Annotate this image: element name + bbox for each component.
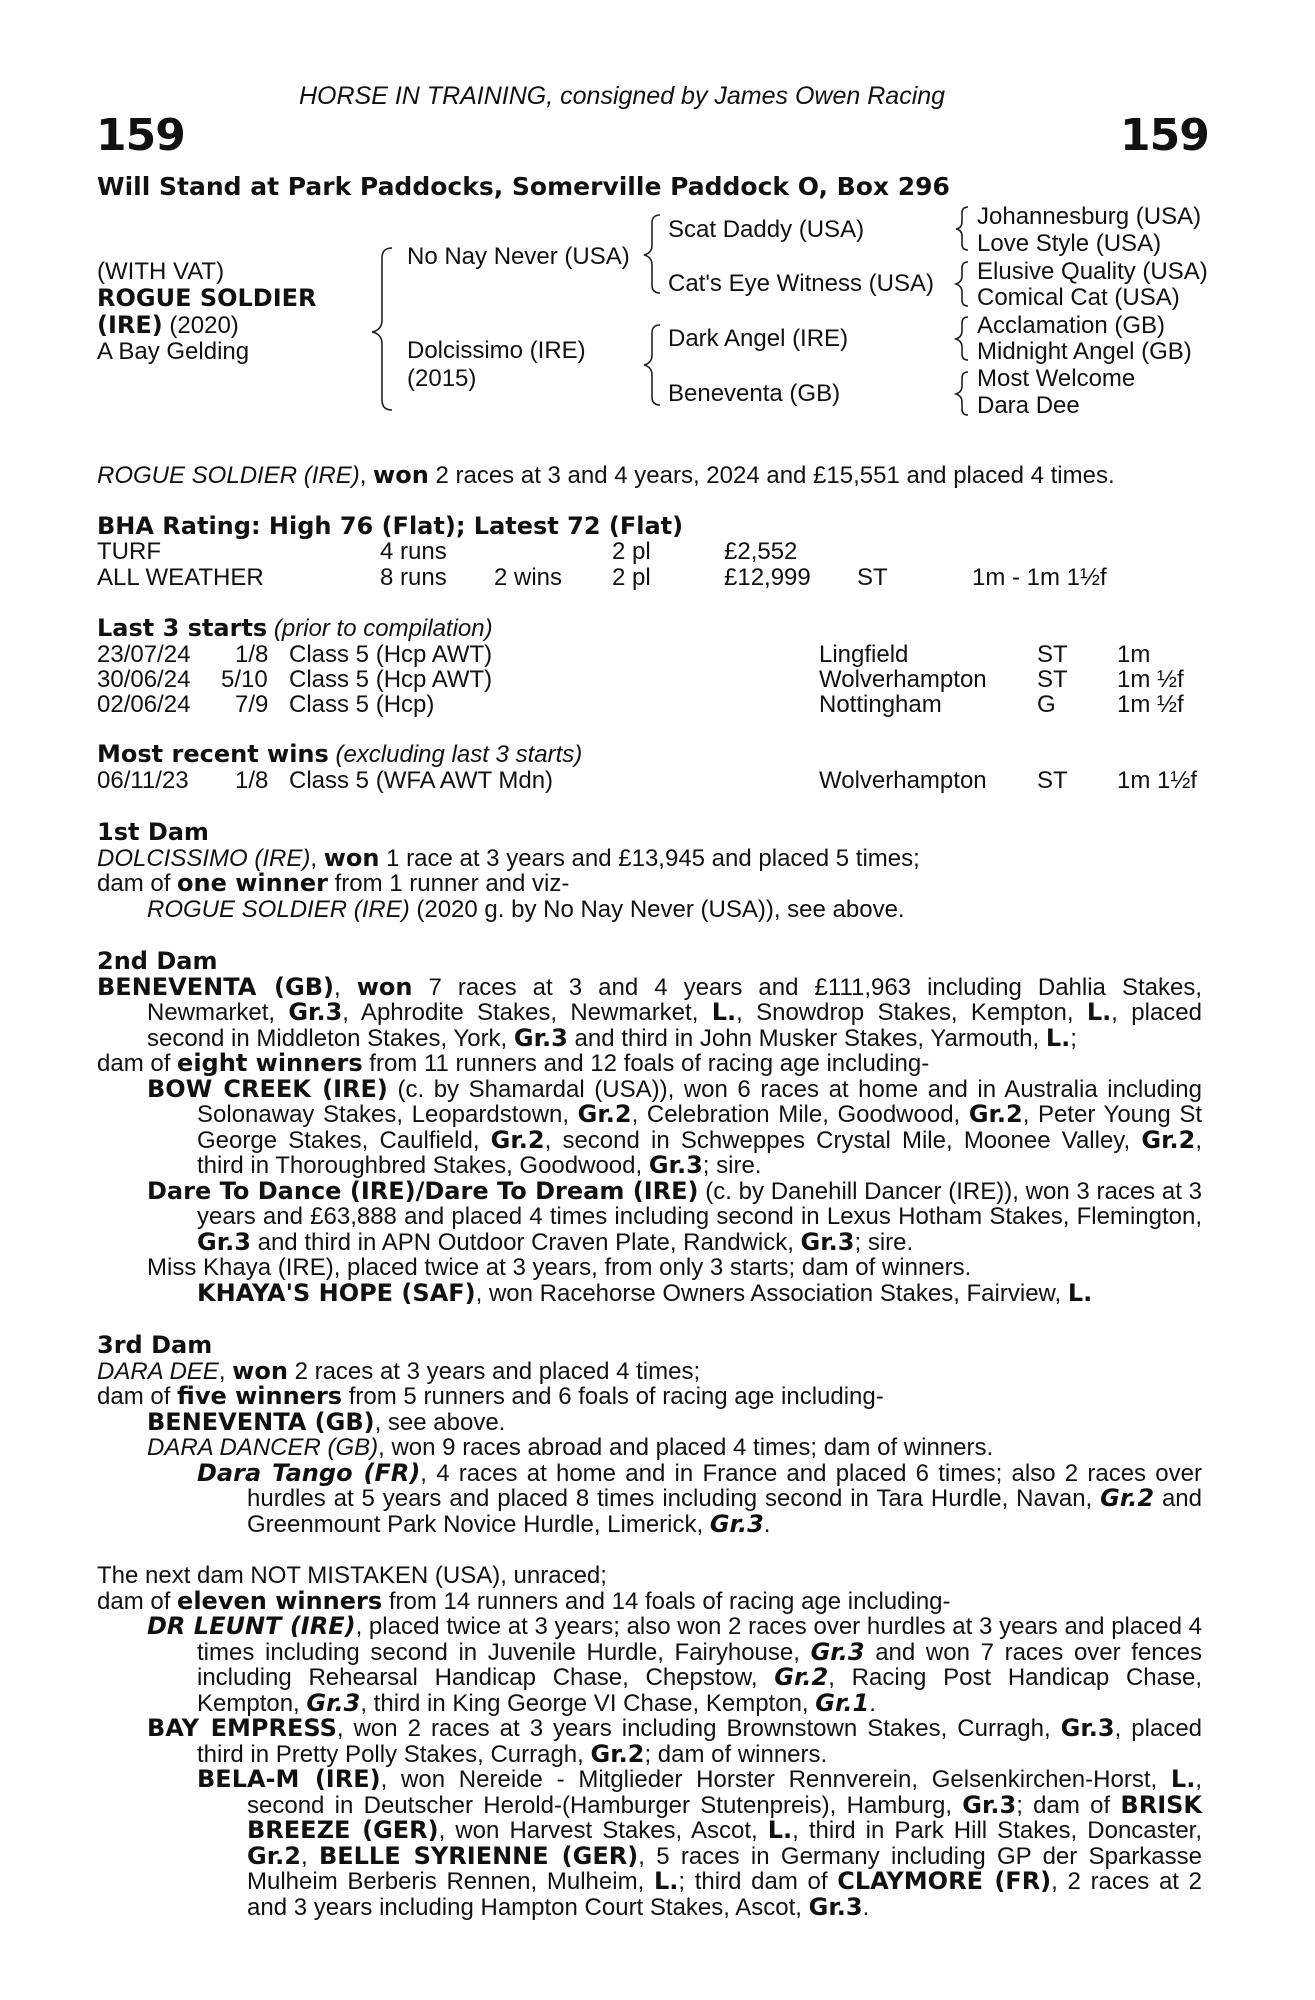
last3-row: 30/06/24 5/10 Class 5 (Hcp AWT) Wolverhampton ST 1m ½f bbox=[97, 666, 1184, 693]
rating-row-all-weather: ALL WEATHER 8 runs 2 wins 2 pl £12,999 ST 1m - 1m 1½f bbox=[97, 564, 1107, 591]
first-dam-foal: ROGUE SOLDIER (IRE) (2020 g. by No Nay Never (USA)), see above. bbox=[147, 895, 905, 923]
third-dam-section bbox=[97, 1333, 1202, 1537]
second-dam-section bbox=[97, 949, 1202, 1306]
pedigree-dam-sire: Dark Angel (IRE) bbox=[668, 325, 849, 352]
pedigree-dam: Dolcissimo (IRE) bbox=[407, 337, 586, 364]
next-dam-section bbox=[97, 1563, 1202, 1920]
next-dam-foal: DR LEUNT (IRE), placed twice at 3 years; also won 2 races over hurdles at 3 years and placed 4 times including second in Juvenile Hurdle, Fairyhouse, Gr.3 and won 7 races over fences including Rehearsal Handicap Chase, Chepstow, Gr.2, Racing Post Handicap Chase, Kempton, Gr.3, third in King George VI Chase, Kempton, Gr.1. bbox=[147, 1612, 1202, 1717]
third-dam-grandfoal: Dara Tango (FR), 4 races at home and in France and placed 6 times; also 2 races over hurdles at 5 years and placed 8 times including second in Tara Hurdle, Navan, Gr.2 and Greenmount Park Novice Hurdle, Limerick, Gr.3. bbox=[197, 1458, 1202, 1538]
pedigree-g7: Most Welcome bbox=[977, 365, 1136, 392]
lot-number-left: 159 bbox=[96, 110, 185, 161]
horse-name: ROGUE SOLDIER bbox=[97, 284, 317, 312]
third-dam-record: DARA DEE, won 2 races at 3 years and placed 4 times; bbox=[97, 1356, 701, 1385]
recent-win-row: 06/11/23 1/8 Class 5 (WFA AWT Mdn) Wolverhampton ST 1m 1½f bbox=[97, 767, 1198, 794]
first-dam-record: DOLCISSIMO (IRE), won 1 race at 3 years and £13,945 and placed 5 times; bbox=[97, 843, 920, 872]
third-dam-heading: 3rd Dam bbox=[97, 1331, 213, 1359]
pedigree-g3: Elusive Quality (USA) bbox=[977, 258, 1208, 285]
horse-country-year: (IRE) (2020) bbox=[97, 311, 239, 339]
pedigree-dam-year: (2015) bbox=[407, 365, 477, 392]
last3-row: 02/06/24 7/9 Class 5 (Hcp) Nottingham G 1m ½f bbox=[97, 691, 1184, 718]
second-dam-grandfoal: KHAYA'S HOPE (SAF), won Racehorse Owners Association Stakes, Fairview, L. bbox=[197, 1278, 1093, 1307]
last3-heading: Last 3 starts (prior to compilation) bbox=[97, 614, 493, 642]
vat-note: (WITH VAT) bbox=[97, 258, 225, 285]
pedigree-g6: Midnight Angel (GB) bbox=[977, 338, 1192, 365]
next-dam-record: The next dam NOT MISTAKEN (USA), unraced; bbox=[97, 1562, 607, 1589]
consignment-header: HORSE IN TRAINING, consigned by James Owen Racing bbox=[299, 82, 946, 110]
lot-number-right: 159 bbox=[1120, 110, 1209, 161]
second-dam-foal: BOW CREEK (IRE) (c. by Shamardal (USA)), won 6 races at home and in Australia including Solonaway Stakes, Leopardstown, Gr.2, Celebration Mile, Goodwood, Gr.2, Peter Young St George Stakes, Caulfield, Gr.2, second in Schweppes Crystal Mile, Moonee Valley, Gr.2, third in Thoroughbred Stakes, Goodwood, Gr.3; sire. bbox=[147, 1074, 1202, 1179]
pedigree-g5: Acclamation (GB) bbox=[977, 312, 1166, 339]
rating-row-turf: TURF 4 runs 2 pl £2,552 bbox=[97, 538, 798, 565]
second-dam-heading: 2nd Dam bbox=[97, 947, 218, 975]
first-dam-heading: 1st Dam bbox=[97, 818, 209, 846]
next-dam-foal: BAY EMPRESS, won 2 races at 3 years including Brownstown Stakes, Curragh, Gr.3, placed third in Pretty Polly Stakes, Curragh, Gr.2; dam of winners. bbox=[147, 1714, 1203, 1768]
pedigree-g1: Johannesburg (USA) bbox=[977, 203, 1202, 230]
third-dam-foal: DARA DANCER (GB), won 9 races abroad and placed 4 times; dam of winners. bbox=[147, 1434, 994, 1461]
pedigree-sire-dam: Cat's Eye Witness (USA) bbox=[668, 270, 934, 297]
second-dam-foal: Miss Khaya (IRE), placed twice at 3 years, from only 3 starts; dam of winners. bbox=[147, 1254, 972, 1281]
next-dam-grandfoal: BELA-M (IRE), won Nereide - Mitglieder Horster Rennverein, Gelsenkirchen-Horst, L., second in Deutscher Herold-(Hamburger Stutenpreis), Hamburg, Gr.3; dam of BRISK BREEZE (GER), won Harvest Stakes, Ascot, L., third in Park Hill Stakes, Doncaster, Gr.2, BELLE SYRIENNE (GER), 5 races in Germany including GP der Sparkasse Mulheim Berberis Rennen, Mulheim, L.; third dam of CLAYMORE (FR), 2 races at 2 and 3 years including Hampton Court Stakes, Ascot, Gr.3. bbox=[197, 1765, 1203, 1921]
recent-wins-heading: Most recent wins (excluding last 3 starts) bbox=[97, 740, 583, 768]
second-dam-foal: Dare To Dance (IRE)/Dare To Dream (IRE) (c. by Danehill Dancer (IRE)), won 3 races at 3 years and £63,888 and placed 4 times including second in Lexus Hotham Stakes, Flemington, Gr.3 and third in APN Outdoor Craven Plate, Randwick, Gr.3; sire. bbox=[147, 1176, 1202, 1256]
second-dam-produce: dam of eight winners from 11 runners and 12 foals of racing age including- bbox=[97, 1049, 930, 1077]
pedigree-sire-sire: Scat Daddy (USA) bbox=[668, 216, 865, 243]
first-dam-section bbox=[97, 820, 1202, 922]
second-dam-record: BENEVENTA (GB), won 7 races at 3 and 4 years and £111,963 including Dahlia Stakes, Newmarket, Gr.3, Aphrodite Stakes, Newmarket, L., Snowdrop Stakes, Kempton, L., placed second in Middleton Stakes, York, Gr.3 and third in John Musker Stakes, Yarmouth, L.; bbox=[97, 972, 1203, 1052]
pedigree-dam-dam: Beneventa (GB) bbox=[668, 380, 841, 407]
race-summary: ROGUE SOLDIER (IRE), won 2 races at 3 and 4 years, 2024 and £15,551 and placed 4 times. bbox=[97, 461, 1115, 489]
last3-row: 23/07/24 1/8 Class 5 (Hcp AWT) Lingfield ST 1m bbox=[97, 641, 1151, 668]
stand-location: Will Stand at Park Paddocks, Somerville Paddock O, Box 296 bbox=[97, 172, 950, 201]
third-dam-produce: dam of five winners from 5 runners and 6 foals of racing age including- bbox=[97, 1382, 884, 1410]
pedigree-g2: Love Style (USA) bbox=[977, 230, 1162, 257]
horse-description: A Bay Gelding bbox=[97, 338, 250, 365]
pedigree-g4: Comical Cat (USA) bbox=[977, 284, 1180, 311]
first-dam-produce: dam of one winner from 1 runner and viz- bbox=[97, 869, 570, 897]
pedigree-g8: Dara Dee bbox=[977, 392, 1080, 419]
third-dam-foal: BENEVENTA (GB), see above. bbox=[147, 1407, 506, 1436]
bha-rating: BHA Rating: High 76 (Flat); Latest 72 (Flat) bbox=[97, 512, 684, 540]
next-dam-produce: dam of eleven winners from 14 runners and 14 foals of racing age including- bbox=[97, 1586, 951, 1615]
pedigree-sire: No Nay Never (USA) bbox=[407, 243, 630, 270]
